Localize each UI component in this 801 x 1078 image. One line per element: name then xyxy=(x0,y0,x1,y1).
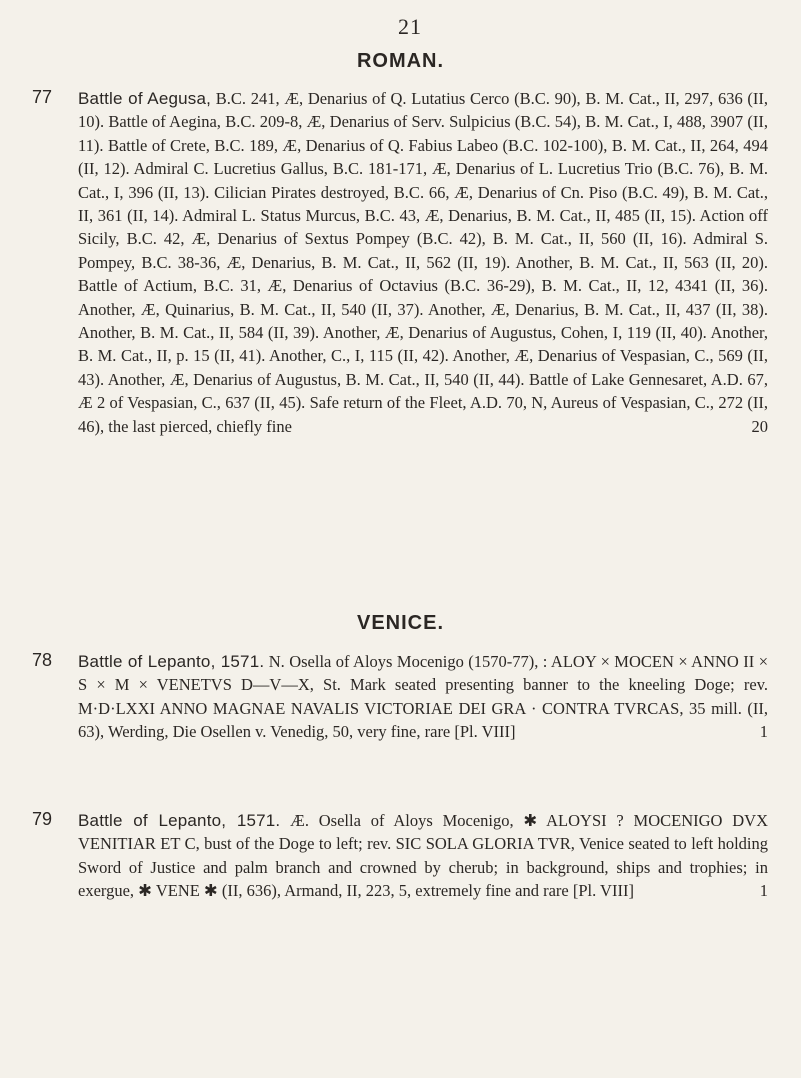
lot-description xyxy=(78,650,768,744)
lot-number: 78 xyxy=(32,650,53,670)
section-title-venice: VENICE. xyxy=(356,612,445,634)
lot-text: N. Osella of Aloys Mocenigo (1570-77), : ALOY × MOCEN × ANNO II × S × M × VENETVS D—V—X, St. Mark seated presenting banner to the kneeling Doge; rev. M·D·LXXI ANNO MAGNAE NAVALIS VICTORIAE DEI GRA · CONTRA TVRCAS, 35 mill. (II, 63), Werding, Die Osellen v. Venedig, 50, very fine, rare [Pl. VIII] xyxy=(78,652,768,742)
lot-heading: Battle of Aegusa, xyxy=(78,89,212,108)
lot-description xyxy=(78,87,768,438)
lot-quantity: 1 xyxy=(759,722,768,742)
lot-text: Æ. Osella of Aloys Mocenigo, ✱ ALOYSI ? MOCENIGO DVX VENITIAR ET C, bust of the Doge to left; rev. SIC SOLA GLORIA TVR, Venice seated to left holding Sword of Justice and palm branch and crowned by cherub; in background, ships and trophies; in exergue, ✱ VENE ✱ (II, 636), Armand, II, 223, 5, extremely fine and rare [Pl. VIII] xyxy=(78,811,768,901)
section-title-roman: ROMAN. xyxy=(356,50,445,72)
lot-description xyxy=(78,809,768,903)
lot-text: B.C. 241, Æ, Denarius of Q. Lutatius Cerco (B.C. 90), B. M. Cat., II, 297, 636 (II, 10). Battle of Aegina, B.C. 209-8, Æ, Denarius of Serv. Sulpicius (B.C. 54), B. M. Cat., I, 488, 3907 (II, 11). Battle of Crete, B.C. 189, Æ, Denarius of Q. Fabius Labeo (B.C. 102-100), B. M. Cat., II, 264, 494 (II, 12). Admiral C. Lucretius Gallus, B.C. 181-171, Æ, Denarius of L. Lucretius Trio (B.C. 76), B. M. Cat., I, 396 (II, 13). Cilician Pirates destroyed, B.C. 66, Æ, Denarius of Cn. Piso (B.C. 49), B. M. Cat., II, 361 (II, 14). Admiral L. Status Murcus, B.C. 43, Æ, Denarius, B. M. Cat., II, 485 (II, 15). Action off Sicily, B.C. 42, Æ, Denarius of Sextus Pompey (B.C. 42), B. M. Cat., II, 560 (II, 16). Admiral S. Pompey, B.C. 38-36, Æ, Denarius, B. M. Cat., II, 562 (II, 19). Another, B. M. Cat., II, 563 (II, 20). Battle of Actium, B.C. 31, Æ, Denarius of Octavius (B.C. 36-29), B. M. Cat., II, 12, 4341 (II, 36). Another, Æ, Quinarius, B. M. Cat., II, 540 (II, 37). Another, Æ, Denarius, B. M. Cat., II, 437 (II, 38). Another, B. M. Cat., II, 584 (II, 39). Another, Æ, Denarius of Augustus, Cohen, I, 119 (II, 40). Another, B. M. Cat., II, p. 15 (II, 41). Another, C., I, 115 (II, 42). Another, Æ, Denarius of Vespasian, C., 569 (II, 43). Another, Æ, Denarius of Augustus, B. M. Cat., II, 540 (II, 44). Battle of Lake Gennesaret, A.D. 67, Æ 2 of Vespasian, C., 637 (II, 45). Safe return of the Fleet, A.D. 70, N, Aureus of Vespasian, C., 272 (II, 46), the last pierced, chiefly fine xyxy=(78,89,768,436)
lot-quantity: 20 xyxy=(751,416,768,436)
page-number: 21 xyxy=(398,14,422,39)
lot-quantity: 1 xyxy=(759,881,768,901)
lot-number: 79 xyxy=(32,809,53,829)
lot-number: 77 xyxy=(32,87,53,107)
lot-heading: Battle of Lepanto, 1571. xyxy=(78,652,265,671)
lot-heading: Battle of Lepanto, 1571. xyxy=(78,811,281,830)
